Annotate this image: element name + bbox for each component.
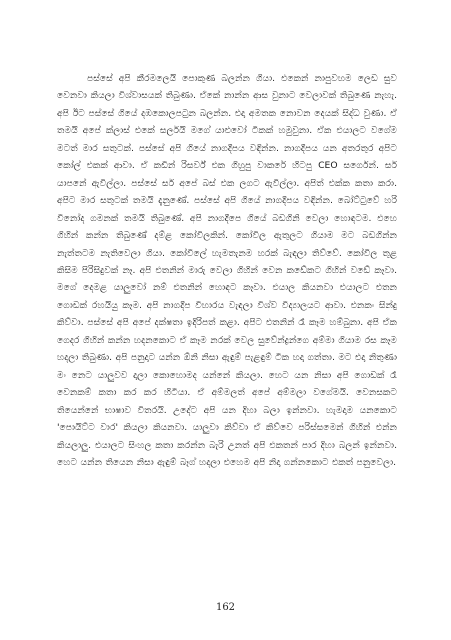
page-number: 162 <box>215 602 236 613</box>
body-paragraph: පස්සේ අපි කීරමලෙයි පොකුණ බලන්න ගියා. එකෙන් නාපුවහම ලෙඩ සුව වෙනවා කියලා විශ්වාසයක් තිබුණා. ඒකේ නාන්න ආස වුනාට වෙලාවක් තිබුණෙ නැහැ. අපි ඊට පස්සේ ගියේ දඹකොලපටුන බලන්න. එදා අමතක නොවන දෙයක් සිද්ධ වුණා. ඒ තමයි අපේ ක්ලාස් එකේ සර්ලයි මගේ යාළුවෝ ටිකක් හමුවුනා. ඒක එයාලට වගේම මටත් මාර සතුටක්. පස්සේ අපි ගියේ නාගදීපය වඳින්න. නාගදීපය යන අතරතුර අපිට කෝල් එකක් ආවා. ඒ කඩින් රිසර්ව් එක ගිහුපු වාකරේ හිටපු CEO සර්ගෙන්. සර් යාපනේ ඇවිල්ලා. පස්සේ සර් අපේ බස් එක ලගට ඇවිල්ලා. අපිත් එක්ක කතා කරා. අපිට මාර සතුටක් තමයි දැනුණේ. පස්සේ අපි ගියේ නාගදීපය වඳින්න. බෝට්ටුවේ හරි විනෝද ගමනක් තමයි තිබුණේ. අපි නාගදීපෙ ගියේ බඩගිනි වෙලා හොඳටම. එහෙ ගිහින් කන්න තිබුණේ දම්ළ කෝවිලකින්. කෝවිල ඇතුලට ගියාම මට බඩගින්න නැත්තටම නැතිවෙලා ගියා. කෝවිලේ හැමතැනම හරක් බැඳලා තිව්වේ. කෝවිල තුළ කිසිම පිරිසිදුවක් නෑ. අපි එතනින් මාරු වෙලා ගිහින් වෙන කඩේකට ගිහින් වඩේ කෑවා. මගේ දෙමළ යාලුවෝ නම් එතනින් හොඳට කෑවා. එයාල කියනවා එයාලට එතන ගොඩක් රහයියු කෑම. අපි නාගදීප විහාරය වැඳලා විශ්ව විද්‍යාලයට ආවා. එනකං සින්දු කිව්වා. පස්සේ අපි අපේ දක්ෂතා ඉදිරිපත් කළා. අපිට එතනින් රෑ කෑම හම්බුනා. අපි ඒක ගෙදර ගිහින් කන්න හදනකොට ඒ කෑම නරක් වෙල සුවේන්ද්‍රන්ගෙ අම්මා ගියාම රස කෑම හදලා තිබුණා. අපි පනුදාට යන්න ඕනි නිසා ඇඳුම් පැළඳුම් ටික හදා ගත්තා. මට එදා නිතුණා මං නෙට යාලුවව දාලා කොහොමද යන්නේ කියලා. හෙට යන නිසා අපි ගොඩක් රෑ වෙනකම් කතා කර කර හිටියා. ඒ අම්මලත් අපේ අම්මලා වගේමයි. වෙනසකට තියෙන්නේ භාෂාව විතරයි. උදේට අපි යන දිහා බලා ඉන්නවා. හැමදාම යනකොට 'පොයිට්ට වාර' කියලා කියනවා. යාලුවා කිව්වා ඒ කිව්වෙ පරිස්සමෙන් ගිහින් එන්න කියලාලු. එයාලට සිංහල කතා කරන්න බැරි උනත් අපි එකතන් පාර දිහා බලන් ඉන්නවා. හෙට යන්න තියෙන නිසා ඇඳුම් බෑග් හදලා එහෙම අපි නිදා ගන්නකොට එකත් පනුවෙලා. <box>57 73 397 468</box>
